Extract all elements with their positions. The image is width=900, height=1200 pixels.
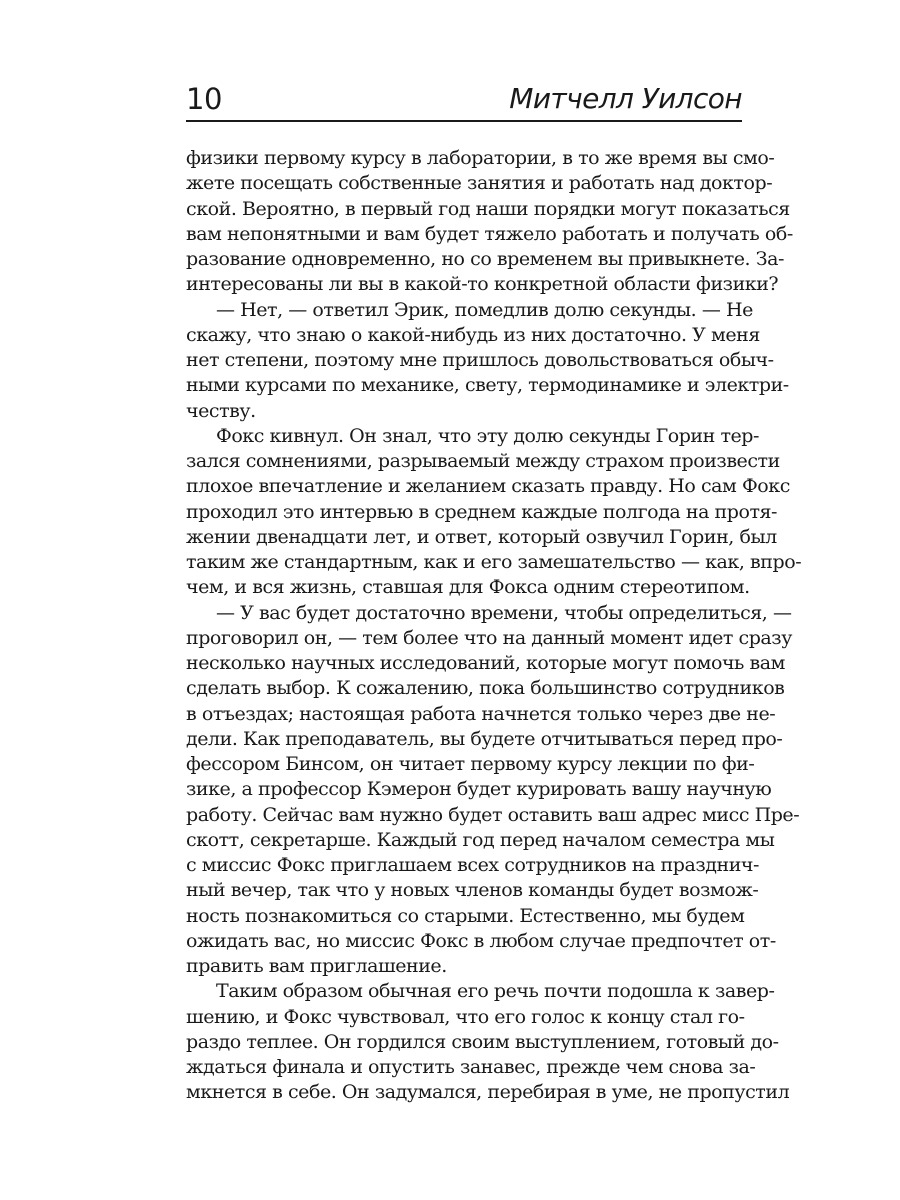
header-rule	[186, 120, 742, 122]
text-line: ными курсами по механике, свету, термодинамике и электри-	[186, 374, 789, 397]
text-line: с миссис Фокс приглашаем всех сотрудников на празднич-	[186, 854, 760, 876]
text-line: интересованы ли вы в какой-то конкретной области физики?	[186, 273, 779, 296]
text-line: жении двенадцати лет, и ответ, который озвучил Горин, был	[186, 525, 777, 548]
text-line: — У вас будет достаточно времени, чтобы определиться, —	[216, 601, 792, 624]
text-line: править вам приглашение.	[186, 955, 447, 977]
text-line: разование одновременно, но со временем вы привыкнете. За-	[186, 248, 784, 270]
text-line: в отъездах; настоящая работа начнется только через две не-	[186, 702, 776, 725]
text-line: ожидать вас, но миссис Фокс в любом случае предпочтет от-	[186, 929, 776, 952]
text-line: шению, и Фокс чувствовал, что его голос к концу стал го-	[186, 1005, 745, 1028]
text-line: таким же стандартным, как и его замешательство — как, впро-	[186, 551, 802, 573]
page-header	[186, 80, 742, 116]
page-number: 10	[186, 82, 222, 116]
text-line: несколько научных исследований, которые могут помочь вам	[186, 652, 785, 674]
text-line: честву.	[186, 399, 256, 422]
text-line: жете посещать собственные занятия и работать над доктор-	[186, 172, 773, 195]
text-line: ность познакомиться со старыми. Естественно, мы будем	[186, 904, 745, 927]
text-line: зался сомнениями, разрываемый между страхом произвести	[186, 450, 780, 472]
text-line: проходил это интервью в среднем каждые полгода на протя-	[186, 500, 778, 523]
text-line: вам непонятными и вам будет тяжело работать и получать об-	[186, 222, 793, 245]
text-line: мкнется в себе. Он задумался, перебирая в уме, не пропустил	[186, 1081, 790, 1104]
text-line: ждаться финала и опустить занавес, прежде чем снова за-	[186, 1056, 756, 1078]
text-line: — Нет, — ответил Эрик, помедлив долю секунды. — Не	[216, 298, 753, 321]
text-line: фессором Бинсом, он читает первому курсу лекции по фи-	[186, 753, 755, 775]
text-line: физики первому курсу в лаборатории, в то же время вы смо-	[186, 147, 775, 169]
text-line: ской. Вероятно, в первый год наши порядки могут показаться	[186, 197, 790, 220]
text-line: плохое впечатление и желанием сказать правду. Но сам Фокс	[186, 475, 790, 498]
text-line: проговорил он, — тем более что на данный момент идет сразу	[186, 626, 792, 649]
text-line: Фокс кивнул. Он знал, что эту долю секунды Горин тер-	[216, 424, 759, 447]
text-line: ный вечер, так что у новых членов команды будет возмож-	[186, 879, 759, 902]
text-line: Таким образом обычная его речь почти подошла к завер-	[216, 980, 775, 1003]
text-line: скажу, что знаю о какой-нибудь из них достаточно. У меня	[186, 323, 760, 346]
text-line: нет степени, поэтому мне пришлось довольствоваться обыч-	[186, 349, 774, 371]
body-text	[186, 146, 802, 1106]
text-line: дели. Как преподаватель, вы будете отчитываться перед про-	[186, 727, 783, 750]
text-line: зике, а профессор Кэмерон будет курировать вашу научную	[186, 778, 772, 801]
text-line: чем, и вся жизнь, ставшая для Фокса одним стереотипом.	[186, 576, 750, 599]
running-head-author: Митчелл Уилсон	[509, 82, 742, 115]
text-line: раздо теплее. Он гордился своим выступлением, готовый до-	[186, 1030, 779, 1053]
text-line: скотт, секретарше. Каждый год перед началом семестра мы	[186, 828, 775, 851]
text-line: работу. Сейчас вам нужно будет оставить ваш адрес мисс Пре-	[186, 803, 800, 826]
text-line: сделать выбор. К сожалению, пока большинство сотрудников	[186, 677, 785, 700]
